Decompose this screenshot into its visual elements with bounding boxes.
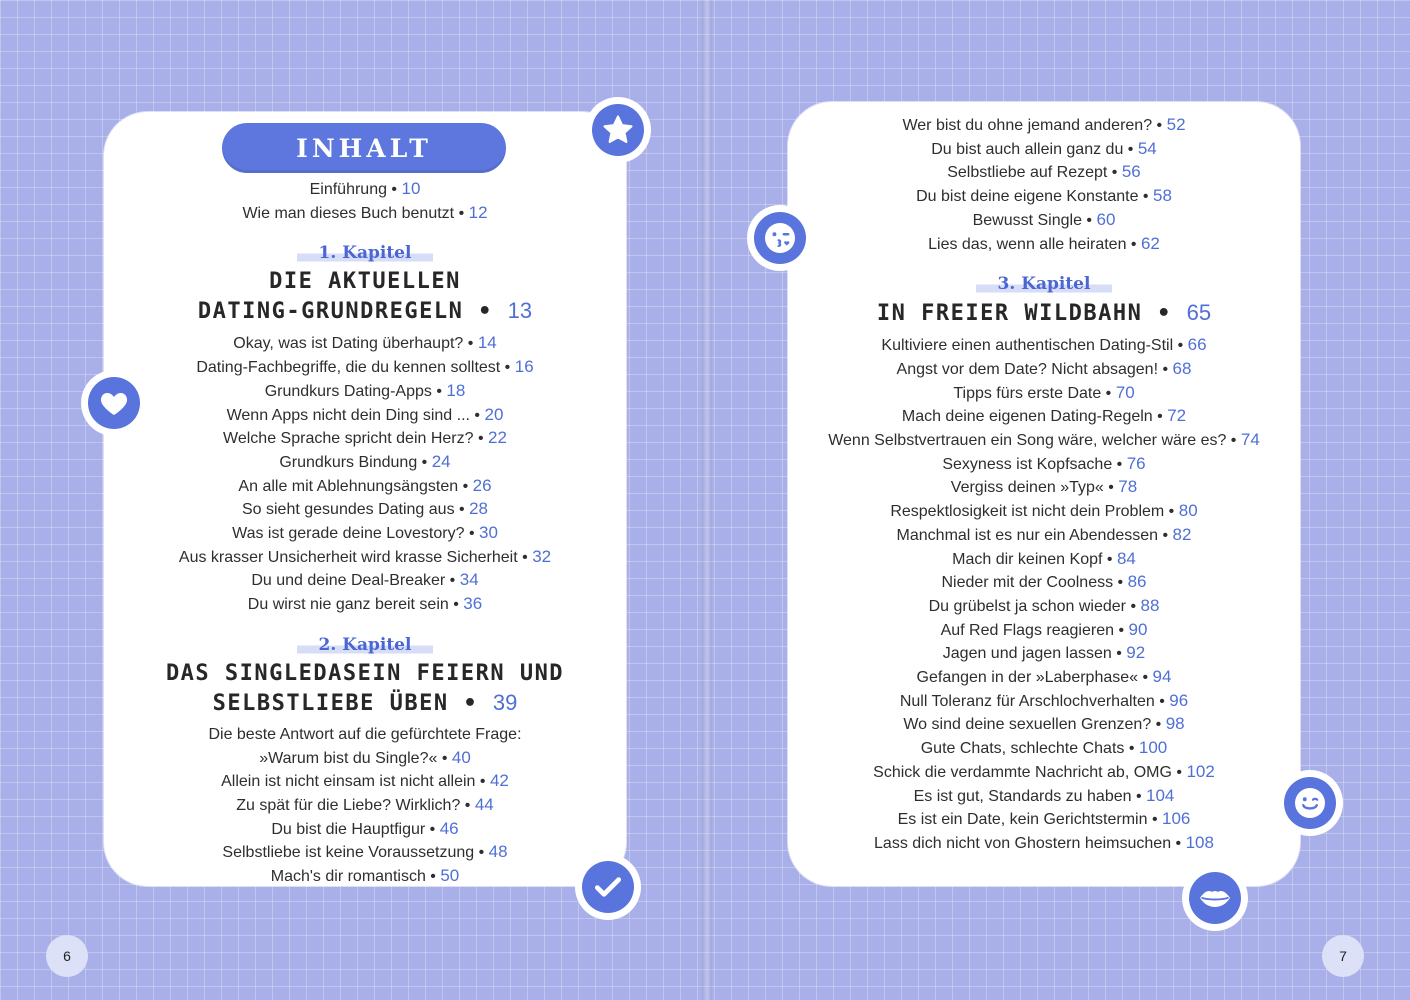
toc-bullet: • (517, 548, 533, 566)
toc-page-number: 72 (1167, 406, 1187, 426)
page-title: INHALT (296, 133, 432, 163)
toc-entry (104, 356, 626, 380)
toc-bullet: • (454, 204, 469, 222)
toc-entry (104, 724, 626, 747)
toc-page-number: 40 (451, 747, 471, 767)
toc-entry (104, 569, 626, 593)
chapter-page-number: 39 (492, 689, 518, 715)
toc-bullet: • (1124, 740, 1139, 758)
toc-page-number: 106 (1162, 809, 1191, 829)
toc-entry-title: Wenn Selbstvertrauen ein Song wäre, welcher wäre es? (828, 432, 1227, 450)
heart-badge (81, 370, 147, 436)
toc-entry (104, 498, 626, 522)
toc-entry (788, 209, 1300, 233)
chapter-label-wrap (788, 256, 1300, 294)
toc-entry-title: Du und deine Deal-Breaker (251, 572, 446, 590)
toc-entry-title: Grundkurs Dating-Apps (264, 382, 432, 400)
check-icon (592, 871, 624, 903)
toc-entry-title: Wenn Apps nicht dein Ding sind ... (226, 406, 470, 424)
toc-entry (788, 358, 1300, 382)
toc-entry-title: Welche Sprache spricht dein Herz? (223, 430, 474, 448)
toc-entry-title: Du bist deine eigene Konstante (916, 188, 1139, 206)
toc-entry-title: Kultiviere einen authentischen Dating-Stil (881, 337, 1174, 355)
toc-entry-title: Einführung (309, 181, 387, 198)
toc-bullet: • (1081, 211, 1097, 229)
toc-page-number: 46 (439, 818, 459, 838)
toc-bullet: • (1126, 597, 1141, 615)
lips-icon (1197, 880, 1233, 916)
toc-entry-title: Selbstliebe auf Rezept (947, 164, 1108, 182)
toc-page-number: 50 (440, 866, 460, 886)
toc-page-number: 88 (1140, 595, 1160, 615)
toc-bullet: • (1123, 140, 1138, 158)
toc-bullet: • (1151, 716, 1166, 734)
toc-entry (104, 202, 626, 226)
toc-page-number: 100 (1138, 738, 1168, 758)
toc-entry-title: Jagen und jagen lassen (942, 645, 1112, 663)
toc-entry-title: So sieht gesundes Dating aus (241, 501, 455, 519)
toc-entry-title: Manchmal ist es nur ein Abendessen (896, 526, 1159, 544)
toc-bullet: • (1171, 763, 1187, 781)
toc-bullet: • (1158, 526, 1173, 544)
kiss-face-icon (762, 220, 798, 256)
toc-entry (788, 808, 1300, 832)
toc-entry-title: Dating-Fachbegriffe, die du kennen solltest (196, 359, 501, 377)
toc-entry-title: An alle mit Ablehnungsängsten (238, 477, 459, 495)
toc-entry (788, 114, 1300, 138)
toc-entry (104, 794, 626, 818)
toc-entry (788, 761, 1300, 785)
toc-entry (104, 380, 626, 404)
toc-entry-title: Grundkurs Bindung (279, 453, 418, 471)
toc-entry-title: Okay, was ist Dating überhaupt? (233, 335, 464, 353)
toc-page-number: 12 (468, 202, 488, 222)
toc-page-number: 16 (514, 357, 534, 377)
chapter-title (104, 267, 626, 326)
toc-page-number: 62 (1140, 233, 1160, 253)
toc-bullet: • (1147, 811, 1162, 829)
toc-bullet: • (458, 477, 473, 495)
smile-face-badge (1277, 770, 1343, 836)
toc-entry (104, 593, 626, 617)
toc-entry (788, 785, 1300, 809)
toc-page-number: 60 (1096, 209, 1116, 229)
toc-card-left (104, 112, 626, 886)
toc-entry (788, 666, 1300, 690)
toc-entry-title: Du grübelst ja schon wieder (928, 597, 1126, 615)
toc-bullet: • (469, 406, 485, 424)
toc-bullet: • (386, 181, 402, 198)
toc-entry (788, 524, 1300, 548)
toc-entry (788, 500, 1300, 524)
toc-entry-title: Null Toleranz für Arschlochverhalten (899, 692, 1155, 710)
toc-page-number: 104 (1146, 785, 1175, 805)
chapter-title-line (104, 659, 626, 688)
toc-bullet: • (1158, 360, 1173, 378)
toc-bullet: • (1114, 621, 1129, 639)
toc-entry-title: Zu spät für die Liebe? Wirklich? (236, 796, 461, 814)
toc-bullet: • (1131, 787, 1147, 805)
toc-entry (104, 475, 626, 499)
chapter-title (104, 659, 626, 718)
check-badge (575, 854, 641, 920)
toc-page-number: 102 (1186, 761, 1215, 781)
toc-bullet: • (1103, 479, 1119, 497)
toc-entry-title: Aus krasser Unsicherheit wird krasse Sicherheit (178, 548, 518, 566)
toc-entry (104, 841, 626, 865)
toc-bullet: • (425, 868, 441, 886)
toc-entry (104, 451, 626, 475)
toc-page-number: 32 (532, 546, 552, 566)
toc-page-number: 82 (1172, 524, 1192, 544)
toc-bullet: • (1171, 834, 1186, 852)
toc-bullet: • (1138, 188, 1153, 206)
toc-page-number: 66 (1187, 335, 1207, 355)
toc-page-number: 78 (1118, 477, 1138, 497)
toc-page-number: 22 (488, 428, 507, 448)
toc-entry-title: Du bist auch allein ganz du (931, 140, 1124, 158)
toc-entry (788, 713, 1300, 737)
toc-entry-title: Selbstliebe ist keine Voraussetzung (222, 844, 475, 862)
toc-entry-title: Es ist ein Date, kein Gerichtstermin (897, 811, 1148, 829)
toc-entry (104, 818, 626, 842)
toc-entry (104, 427, 626, 451)
toc-entry-title: Du bist die Hauptfigur (271, 820, 426, 838)
toc-entry (788, 453, 1300, 477)
toc-page-number: 94 (1152, 667, 1172, 687)
toc-entry-title: Vergiss deinen »Typ« (950, 479, 1104, 497)
chapter-title-bullet: • (463, 299, 508, 325)
toc-card-right (788, 102, 1300, 886)
toc-entry (104, 404, 626, 428)
toc-page-number: 48 (488, 842, 508, 862)
kiss-face-badge (747, 205, 813, 271)
toc-entry-title: Allein ist nicht einsam ist nicht allein (221, 773, 476, 791)
toc-entry-title: Was ist gerade deine Lovestory? (232, 525, 465, 543)
toc-bullet: • (454, 501, 470, 519)
toc-bullet: • (463, 335, 478, 353)
toc-page-number: 86 (1127, 572, 1147, 592)
toc-entry (788, 382, 1300, 406)
chapter-title-text: DIE AKTUELLEN (269, 269, 461, 295)
toc-entry-title: Angst vor dem Date? Nicht absagen! (896, 360, 1159, 378)
toc-entry-title: Auf Red Flags reagieren (940, 621, 1114, 639)
toc-page-number: 90 (1128, 619, 1148, 639)
toc-entry (788, 476, 1300, 500)
toc-entry-title: »Warum bist du Single?« (259, 749, 438, 767)
toc-bullet: • (1111, 645, 1127, 663)
toc-entry-title: Gefangen in der »Laberphase« (916, 669, 1139, 687)
toc-entry (788, 619, 1300, 643)
toc-page-number: 92 (1126, 643, 1146, 663)
toc-bullet: • (475, 773, 490, 791)
toc-entry-title: Mach deine eigenen Dating-Regeln (901, 408, 1153, 426)
toc-page-number: 68 (1172, 358, 1192, 378)
chapter-title-bullet: • (448, 690, 493, 716)
toc-entry (788, 185, 1300, 209)
chapter-label: 3. Kapitel (976, 274, 1113, 294)
toc-page-number: 84 (1116, 548, 1136, 568)
toc-page-number: 98 (1165, 714, 1185, 734)
toc-page-number: 58 (1152, 186, 1172, 206)
toc-bullet: • (460, 796, 475, 814)
toc-entry (104, 332, 626, 356)
heart-icon (98, 387, 130, 419)
toc-entry (104, 747, 626, 771)
toc-bullet: • (1101, 384, 1116, 402)
toc-entry (104, 178, 626, 202)
toc-bullet: • (1173, 337, 1188, 355)
toc-page-number: 44 (474, 794, 494, 814)
toc-entry-title: Lass dich nicht von Ghostern heimsuchen (874, 834, 1172, 852)
toc-bullet: • (1152, 117, 1167, 134)
toc-page-number: 70 (1115, 382, 1135, 402)
toc-entry-title: Gute Chats, schlechte Chats (920, 740, 1125, 758)
toc-page-number: 26 (472, 475, 492, 495)
toc-entry (788, 429, 1300, 453)
toc-page-number: 14 (477, 333, 497, 353)
toc-entry (788, 233, 1300, 257)
toc-page-number: 56 (1121, 162, 1141, 182)
toc-bullet: • (431, 382, 447, 400)
chapter-title-line (104, 267, 626, 296)
chapter-title-line (104, 296, 626, 326)
toc-bullet: • (1164, 503, 1179, 521)
toc-entry (788, 595, 1300, 619)
toc-page-number: 34 (459, 570, 479, 590)
toc-entry (788, 832, 1300, 856)
chapter-label: 2. Kapitel (297, 635, 434, 655)
toc-entry (788, 737, 1300, 761)
chapter-title-line (104, 688, 626, 718)
book-gutter (702, 0, 712, 1000)
toc-entry-title: Nieder mit der Coolness (941, 574, 1114, 592)
toc-entry (788, 405, 1300, 429)
toc-bullet: • (1226, 432, 1241, 450)
toc-page-number: 24 (431, 451, 451, 471)
star-icon (601, 113, 635, 147)
toc-bullet: • (1138, 669, 1153, 687)
toc-page-number: 74 (1240, 430, 1260, 450)
chapter-label-wrap (104, 225, 626, 263)
chapter-title-line (788, 298, 1300, 328)
toc-bullet: • (1102, 550, 1117, 568)
toc-bullet: • (474, 844, 489, 862)
chapter-page-number: 13 (507, 298, 533, 324)
toc-page-number: 18 (446, 380, 466, 400)
page-number-right: 7 (1322, 935, 1364, 977)
toc-entry (788, 690, 1300, 714)
toc-page-number: 76 (1126, 453, 1146, 473)
toc-page-number: 80 (1178, 501, 1198, 521)
toc-entry-title: Lies das, wenn alle heiraten (928, 235, 1127, 253)
toc-page-number: 30 (479, 523, 498, 543)
toc-entry (104, 770, 626, 794)
toc-column-left (104, 112, 626, 889)
toc-entry-title: Sexyness ist Kopfsache (942, 455, 1113, 473)
toc-bullet: • (437, 749, 452, 767)
chapter-title (788, 298, 1300, 328)
toc-entry-title: Wie man dieses Buch benutzt (242, 204, 455, 222)
toc-entry (104, 522, 626, 546)
toc-entry (788, 334, 1300, 358)
toc-bullet: • (1126, 235, 1141, 253)
toc-entry-title: Die beste Antwort auf die gefürchtete Frage: (208, 725, 522, 743)
toc-entry-title: Respektlosigkeit ist nicht dein Problem (890, 503, 1165, 521)
toc-entry-title: Wo sind deine sexuellen Grenzen? (903, 716, 1152, 734)
toc-bullet: • (448, 596, 464, 614)
toc-entry-title: Es ist gut, Standards zu haben (913, 787, 1132, 805)
toc-entry (788, 161, 1300, 185)
chapter-title-text: DATING-GRUNDREGELN (197, 299, 464, 325)
toc-bullet: • (1154, 692, 1170, 710)
toc-entry (788, 642, 1300, 666)
toc-entry (104, 546, 626, 570)
toc-bullet: • (464, 525, 479, 543)
smile-face-icon (1292, 785, 1328, 821)
chapter-title-text: SELBSTLIEBE ÜBEN (212, 690, 449, 716)
toc-bullet: • (445, 572, 460, 590)
toc-page-number: 10 (401, 179, 421, 198)
toc-column-right (788, 102, 1300, 856)
chapter-title-bullet: • (1142, 301, 1187, 327)
toc-entry-title: Mach's dir romantisch (270, 868, 426, 886)
toc-entry-title: Schick die verdammte Nachricht ab, OMG (873, 763, 1172, 781)
page-number-left: 6 (46, 935, 88, 977)
chapter-page-number: 65 (1186, 300, 1212, 326)
chapter-title-text: IN FREIER WILDBAHN (876, 301, 1143, 327)
toc-bullet: • (1152, 408, 1168, 426)
toc-page-number: 20 (484, 404, 504, 424)
toc-entry-title: Bewusst Single (972, 211, 1082, 229)
lips-badge (1182, 865, 1248, 931)
toc-page-number: 54 (1137, 138, 1157, 158)
toc-page-number: 108 (1185, 832, 1214, 852)
toc-page-number: 42 (489, 771, 509, 791)
toc-entry (788, 571, 1300, 595)
toc-bullet: • (1113, 574, 1128, 592)
toc-page-number: 96 (1169, 690, 1189, 710)
toc-bullet: • (500, 359, 515, 377)
toc-bullet: • (425, 820, 440, 838)
toc-page-number: 36 (463, 594, 483, 614)
chapter-label-wrap (104, 617, 626, 655)
toc-entry (104, 865, 626, 889)
toc-page-number: 28 (469, 499, 488, 519)
toc-bullet: • (473, 430, 489, 448)
toc-bullet: • (1107, 164, 1122, 182)
star-badge (585, 97, 651, 163)
toc-page-number: 52 (1166, 115, 1186, 134)
chapter-title-text: DAS SINGLEDASEIN FEIERN UND (165, 660, 565, 686)
chapter-label: 1. Kapitel (297, 243, 434, 263)
toc-entry-title: Wer bist du ohne jemand anderen? (902, 117, 1153, 134)
toc-entry (788, 548, 1300, 572)
toc-entry-title: Mach dir keinen Kopf (952, 550, 1103, 568)
toc-entry (788, 138, 1300, 162)
toc-bullet: • (417, 453, 432, 471)
toc-entry-title: Du wirst nie ganz bereit sein (247, 596, 449, 614)
toc-bullet: • (1112, 455, 1127, 473)
toc-entry-title: Tipps fürs erste Date (953, 384, 1102, 402)
